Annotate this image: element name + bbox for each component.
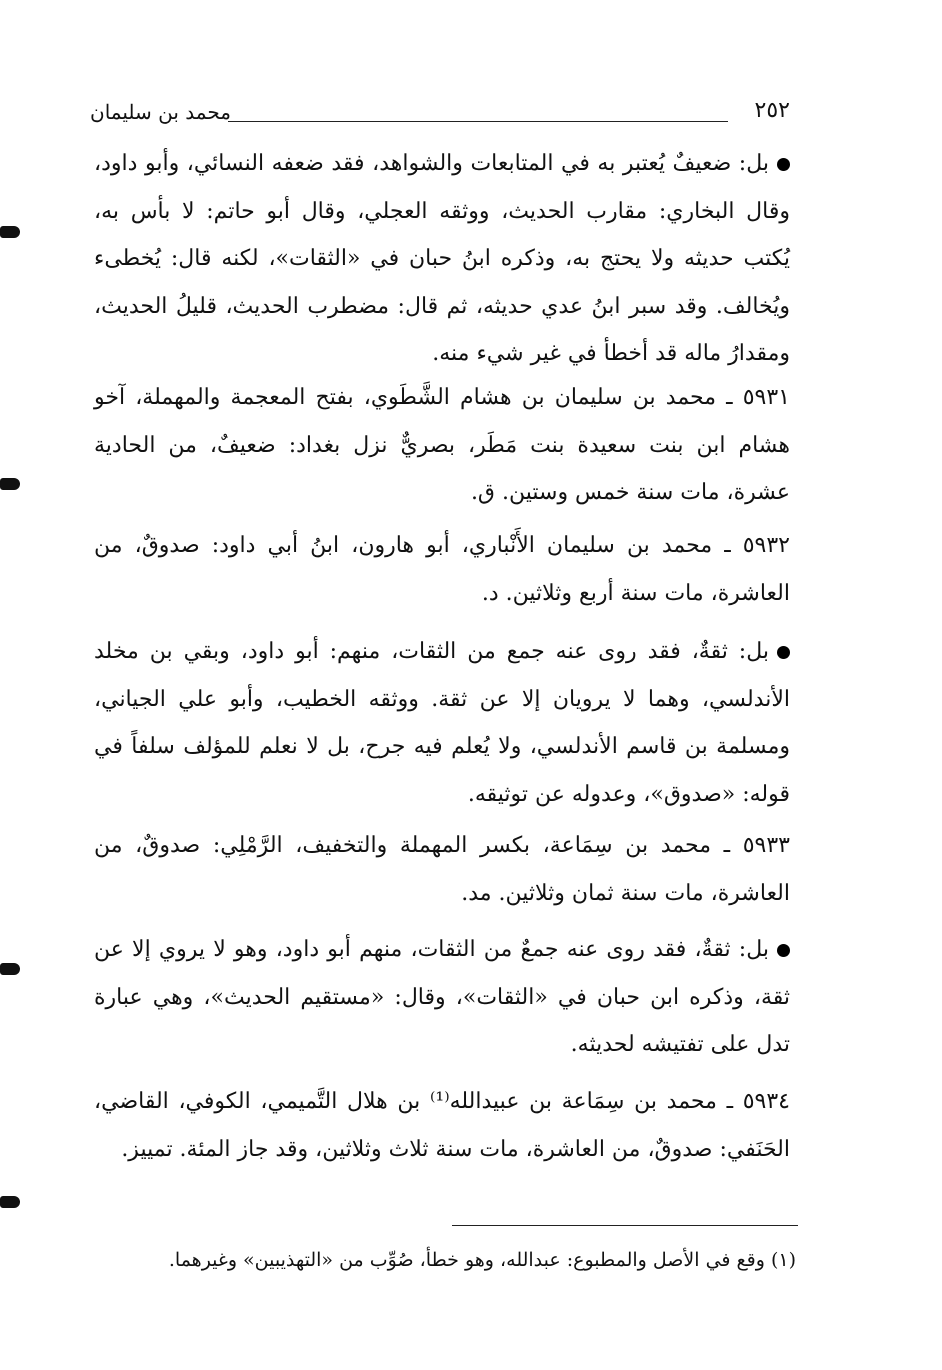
paragraph-text: ٥٩٣١ ـ محمد بن سليمان بن هشام الشَّطَوي، بفتح المعجمة والمهملة، آخو هشام ابن بنت سعيدة بنت مَطَر، بصريٌّ نزل بغداد: ضعيفٌ، من الحادية عشرة، مات سنة خمس وستين. ق. — [94, 385, 790, 505]
paragraph-4 — [94, 628, 790, 828]
paragraph-text: ٥٩٣٣ ـ محمد بن سِمَاعة، بكسر المهملة والتخفيف، الرَّمْلِي: صدوقٌ، من العاشرة، مات سنة ثمان وثلاثين. مد. — [94, 833, 790, 906]
header-rule — [228, 121, 728, 122]
bullet-icon — [777, 158, 790, 171]
paragraph-5 — [94, 822, 790, 922]
paragraph-7 — [94, 1078, 790, 1228]
footnote: (١) وقع في الأصل والمطبوع: عبدالله، وهو خطأ، صُوِّب من «التهذيبين» وغيرهما. — [168, 1249, 796, 1271]
scan-edge-mark — [0, 478, 20, 490]
paragraph-text: ٥٩٣٤ ـ محمد بن سِمَاعة بن عبيدالله⁽¹⁾ بن هلال التَّميمي، الكوفي، القاضي، الحَنَفي: صدوقٌ، من العاشرة، مات سنة ثلاث وثلاثين، وقد جاز المئة. تمييز. — [94, 1089, 790, 1162]
scan-edge-mark — [0, 1196, 20, 1208]
paragraph-6 — [94, 926, 790, 1076]
paragraph-1 — [94, 140, 790, 380]
bullet-icon — [777, 646, 790, 659]
paragraph-text: بل: ثقةٌ، فقد روى عنه جمع من الثقات، منهم: أبو داود، وبقي بن مخلد الأندلسي، وهما لا يرويان إلا عن ثقة. ووثقه الخطيب، وأبو علي الجياني، ومسلمة بن قاسم الأندلسي، ولا يُعلم فيه جرح، بل لا نعلم للمؤلف سلفاً في قوله: «صدوق»، وعدوله عن توثيقه. — [94, 639, 790, 807]
scan-edge-mark — [0, 963, 20, 975]
footnote-rule — [452, 1225, 798, 1226]
paragraph-2 — [94, 374, 790, 524]
page-header — [90, 96, 790, 136]
paragraph-text: بل: ضعيفٌ يُعتبر به في المتابعات والشواهد، فقد ضعفه النسائي، وأبو داود، وقال البخاري: مقارب الحديث، ووثقه العجلي، وقال أبو حاتم: لا بأس به، يُكتب حديثه ولا يحتج به، وذكره ابنُ حبان في «الثقات»، لكنه قال: يُخطىء ويُخالف. وقد سبر ابنُ عدي حديثه، ثم قال: مضطرب الحديث، قليلُ الحديث، ومقدارُ ماله قد أخطأ في غير شيء منه. — [94, 151, 790, 366]
running-title: محمد بن سليمان — [90, 100, 231, 124]
paragraph-text: بل: ثقةٌ، فقد روى عنه جمعٌ من الثقات، منهم أبو داود، وهو لا يروي إلا عن ثقة، وذكره ابن حبان في «الثقات»، وقال: «مستقيم الحديث»، وهي عبارة تدل على تفتيشه لحديثه. — [94, 937, 790, 1057]
page-number: ٢٥٢ — [754, 98, 790, 123]
bullet-icon — [777, 944, 790, 957]
paragraph-text: ٥٩٣٢ ـ محمد بن سليمان الأَنْباري، أبو هارون، ابنُ أبي داود: صدوقٌ، من العاشرة، مات سنة أربع وثلاثين. د. — [94, 533, 790, 606]
paragraph-3 — [94, 522, 790, 622]
scan-edge-mark — [0, 226, 20, 238]
